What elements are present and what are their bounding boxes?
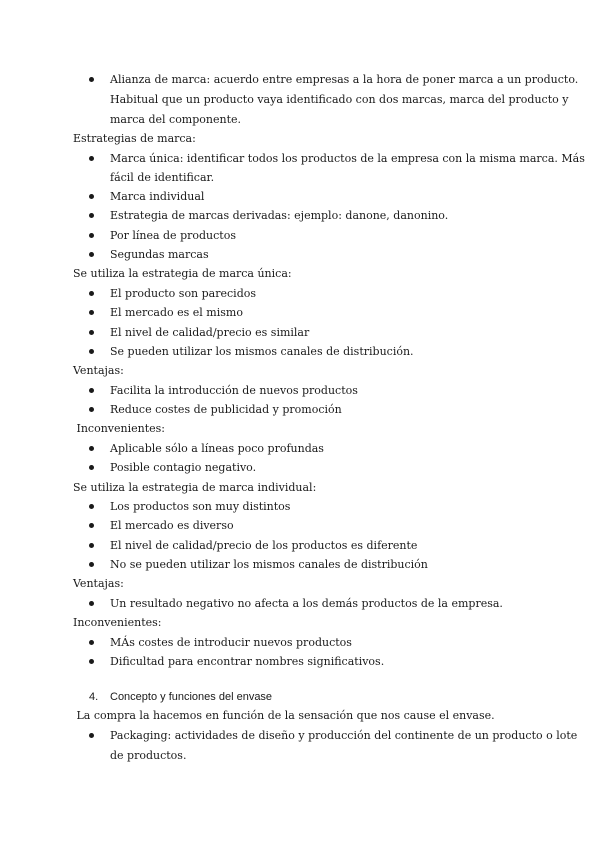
list-item: Se pueden utilizar los mismos canales de distribución. <box>110 345 414 358</box>
bullet-icon <box>89 287 97 296</box>
list-item: Los productos son muy distintos <box>110 500 291 513</box>
bullet-icon <box>89 500 97 509</box>
list-item: Aplicable sólo a líneas poco profundas <box>110 442 324 455</box>
section-heading: Concepto y funciones del envase <box>110 691 273 703</box>
segundas-marcas-item: Segundas marcas <box>110 248 209 261</box>
bullet-icon <box>89 539 97 548</box>
list-item: El mercado es diverso <box>110 519 234 532</box>
marca-unica-line-1: Marca única: identificar todos los productos de la empresa con la misma marca. Más <box>110 152 585 165</box>
bullet-icon <box>89 597 97 606</box>
ventajas-title: Ventajas: <box>73 364 124 377</box>
marca-unica-title: Se utiliza la estrategia de marca única: <box>73 267 292 280</box>
envase-intro: La compra la hacemos en función de la sensación que nos cause el envase. <box>73 709 495 722</box>
section-number: 4. <box>89 691 99 703</box>
inconvenientes-title: Inconvenientes: <box>73 616 162 629</box>
list-item: El nivel de calidad/precio es similar <box>110 326 310 339</box>
packaging-line-1: Packaging: actividades de diseño y producción del continente de un producto o lote <box>110 729 578 742</box>
linea-productos-item: Por línea de productos <box>110 229 236 242</box>
marca-individual-title: Se utiliza la estrategia de marca individual: <box>73 481 317 494</box>
bullet-icon <box>89 306 97 315</box>
bullet-icon <box>89 442 97 451</box>
bullet-icon <box>89 248 97 257</box>
list-item: No se pueden utilizar los mismos canales de distribución <box>110 558 428 571</box>
list-item: Un resultado negativo no afecta a los demás productos de la empresa. <box>110 597 503 610</box>
list-item: Posible contagio negativo. <box>110 461 257 474</box>
packaging-line-2: de productos. <box>110 749 187 762</box>
bullet-icon <box>89 384 97 393</box>
marcas-derivadas-item: Estrategia de marcas derivadas: ejemplo: danone, danonino. <box>110 209 449 222</box>
bullet-icon <box>89 655 97 664</box>
inconvenientes-title: Inconvenientes: <box>73 422 165 435</box>
marca-unica-line-2: fácil de identificar. <box>110 171 215 184</box>
bullet-icon <box>89 326 97 335</box>
bullet-icon <box>89 461 97 470</box>
list-item: Facilita la introducción de nuevos productos <box>110 384 358 397</box>
alianza-line-2: Habitual que un producto vaya identificado con dos marcas, marca del producto y <box>110 93 569 106</box>
list-item: Reduce costes de publicidad y promoción <box>110 403 342 416</box>
bullet-icon <box>89 73 97 82</box>
estrategias-title: Estrategias de marca: <box>73 132 196 145</box>
list-item: Dificultad para encontrar nombres significativos. <box>110 655 385 668</box>
bullet-icon <box>89 345 97 354</box>
bullet-icon <box>89 519 97 528</box>
bullet-icon <box>89 729 97 738</box>
list-item: El mercado es el mismo <box>110 306 243 319</box>
bullet-icon <box>89 152 97 161</box>
bullet-icon <box>89 229 97 238</box>
alianza-line-1: Alianza de marca: acuerdo entre empresas a la hora de poner marca a un producto. <box>110 73 579 86</box>
bullet-icon <box>89 190 97 199</box>
marca-individual-item: Marca individual <box>110 190 205 203</box>
alianza-line-3: marca del componente. <box>110 113 242 126</box>
ventajas-title: Ventajas: <box>73 577 124 590</box>
bullet-icon <box>89 403 97 412</box>
bullet-icon <box>89 558 97 567</box>
list-item: El producto son parecidos <box>110 287 256 300</box>
bullet-icon <box>89 636 97 645</box>
list-item: El nivel de calidad/precio de los productos es diferente <box>110 539 418 552</box>
bullet-icon <box>89 209 97 218</box>
list-item: MÁs costes de introducir nuevos productos <box>110 636 352 649</box>
